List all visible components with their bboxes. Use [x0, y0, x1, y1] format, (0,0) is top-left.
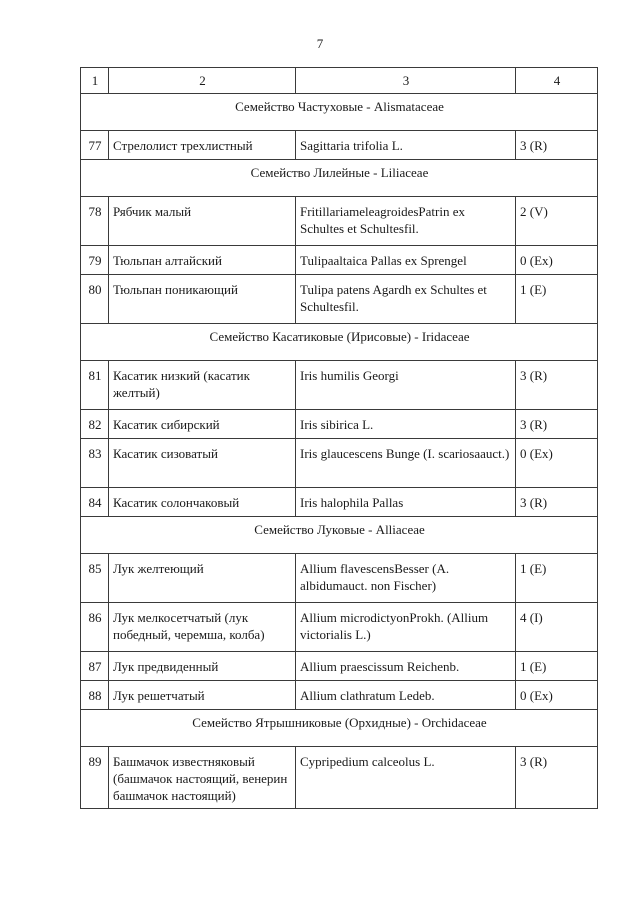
row-number: 84: [81, 488, 109, 517]
russian-name: Касатик сибирский: [109, 410, 296, 439]
family-row-orchidaceae: [81, 710, 598, 736]
family-heading: Семейство Частуховые - Alismataceae: [81, 94, 598, 120]
status-category: 2 (V): [516, 197, 598, 246]
row-number: 88: [81, 681, 109, 710]
latin-name: Allium flavescensBesser (A. albidumauct. non Fischer): [296, 554, 516, 603]
status-category: 3 (R): [516, 747, 598, 809]
family-spacer: [81, 119, 598, 131]
latin-name: Iris glaucescens Bunge (I. scariosaauct.): [296, 439, 516, 488]
latin-name: Allium microdictyonProkh. (Allium victorialis L.): [296, 603, 516, 652]
row-number: 86: [81, 603, 109, 652]
russian-name: Стрелолист трехлистный: [109, 131, 296, 160]
status-category: 1 (E): [516, 275, 598, 324]
latin-name: Cypripedium calceolus L.: [296, 747, 516, 809]
latin-name: Iris sibirica L.: [296, 410, 516, 439]
family-row-iridaceae: [81, 324, 598, 350]
latin-name: FritillariameleagroidesPatrin ex Schultes et Schultesfil.: [296, 197, 516, 246]
family-spacer: [81, 185, 598, 197]
table-row: [81, 681, 598, 710]
row-number: 78: [81, 197, 109, 246]
family-spacer: [81, 542, 598, 554]
status-category: 3 (R): [516, 361, 598, 410]
russian-name: Лук предвиденный: [109, 652, 296, 681]
row-number: 82: [81, 410, 109, 439]
russian-name: Касатик солончаковый: [109, 488, 296, 517]
table-row: [81, 410, 598, 439]
header-col-1: 1: [81, 68, 109, 94]
header-col-2: 2: [109, 68, 296, 94]
row-number: 81: [81, 361, 109, 410]
latin-name: Allium clathratum Ledeb.: [296, 681, 516, 710]
family-row-alliaceae: [81, 517, 598, 543]
table-row: [81, 275, 598, 324]
family-heading: Семейство Лилейные - Liliaceae: [81, 160, 598, 186]
latin-name: Iris humilis Georgi: [296, 361, 516, 410]
russian-name: Лук мелкосетчатый (лук победный, черемша, колба): [109, 603, 296, 652]
table-row: [81, 554, 598, 603]
status-category: 3 (R): [516, 410, 598, 439]
row-number: 87: [81, 652, 109, 681]
table-row: [81, 361, 598, 410]
family-spacer: [81, 735, 598, 747]
russian-name: Тюльпан алтайский: [109, 246, 296, 275]
row-number: 83: [81, 439, 109, 488]
status-category: 0 (Ex): [516, 681, 598, 710]
row-number: 85: [81, 554, 109, 603]
table-row: [81, 197, 598, 246]
family-heading: Семейство Ятрышниковые (Орхидные) - Orchidaceae: [81, 710, 598, 736]
latin-name: Sagittaria trifolia L.: [296, 131, 516, 160]
latin-name: Tulipaaltaica Pallas ex Sprengel: [296, 246, 516, 275]
latin-name: Tulipa patens Agardh ex Schultes et Schultesfil.: [296, 275, 516, 324]
russian-name: Лук желтеющий: [109, 554, 296, 603]
latin-name: Allium praescissum Reichenb.: [296, 652, 516, 681]
family-heading: Семейство Луковые - Alliaceae: [81, 517, 598, 543]
status-category: 1 (E): [516, 652, 598, 681]
row-number: 89: [81, 747, 109, 809]
table-row: [81, 652, 598, 681]
russian-name: Рябчик малый: [109, 197, 296, 246]
page-number: 7: [316, 36, 324, 51]
russian-name: Касатик сизоватый: [109, 439, 296, 488]
table-row: [81, 488, 598, 517]
russian-name: Тюльпан поникающий: [109, 275, 296, 324]
row-number: 80: [81, 275, 109, 324]
species-table: [80, 67, 598, 809]
row-number: 79: [81, 246, 109, 275]
header-col-3: 3: [296, 68, 516, 94]
table-row: [81, 603, 598, 652]
family-heading: Семейство Касатиковые (Ирисовые) - Iridaceae: [81, 324, 598, 350]
table-row: [81, 439, 598, 488]
russian-name: Касатик низкий (касатик желтый): [109, 361, 296, 410]
latin-name: Iris halophila Pallas: [296, 488, 516, 517]
table-row: [81, 131, 598, 160]
status-category: 0 (Ex): [516, 246, 598, 275]
header-col-4: 4: [516, 68, 598, 94]
family-row-alismataceae: [81, 94, 598, 120]
status-category: 3 (R): [516, 131, 598, 160]
table-header-row: [81, 68, 598, 94]
family-spacer: [81, 349, 598, 361]
table-row: [81, 246, 598, 275]
russian-name: Башмачок известняковый (башмачок настоящий, венерин башмачок настоящий): [109, 747, 296, 809]
table-row: [81, 747, 598, 809]
russian-name: Лук решетчатый: [109, 681, 296, 710]
status-category: 3 (R): [516, 488, 598, 517]
status-category: 4 (I): [516, 603, 598, 652]
status-category: 0 (Ex): [516, 439, 598, 488]
row-number: 77: [81, 131, 109, 160]
status-category: 1 (E): [516, 554, 598, 603]
family-row-liliaceae: [81, 160, 598, 186]
